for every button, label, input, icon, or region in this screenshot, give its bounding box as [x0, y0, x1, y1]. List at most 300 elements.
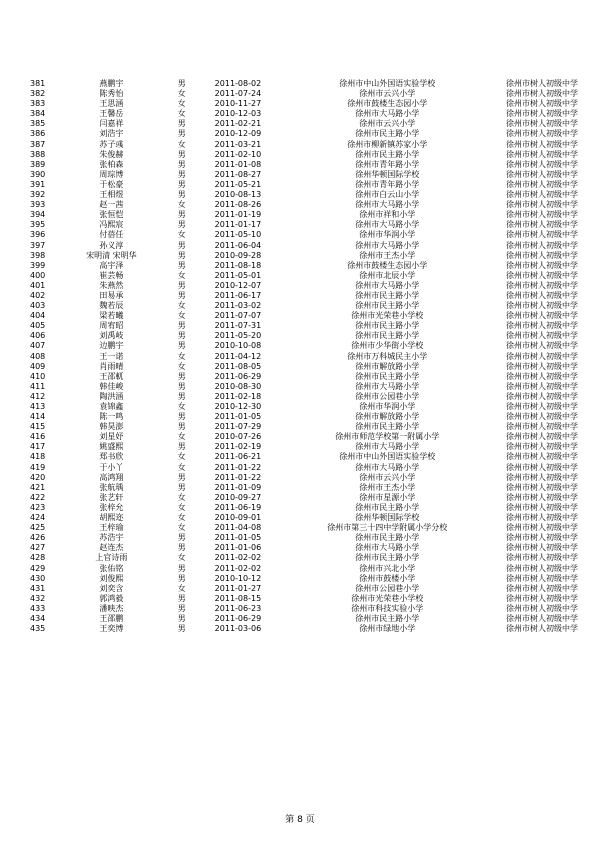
row-number-cell: 403 [30, 301, 46, 311]
assigned-middle-school-cell: 徐州市树人初级中学 [506, 523, 578, 533]
assigned-middle-school-cell: 徐州市树人初级中学 [506, 129, 578, 139]
gender-cell: 男 [177, 613, 186, 623]
table-row [0, 129, 600, 139]
row-number-cell: 392 [30, 190, 46, 200]
primary-school-cell: 徐州市王杰小学 [359, 482, 416, 492]
gender-cell: 男 [177, 472, 186, 482]
gender-cell: 男 [177, 280, 186, 290]
student-name-cell: 张柏森 [99, 159, 124, 169]
row-number-cell: 435 [30, 624, 46, 634]
row-number-cell: 416 [30, 432, 46, 442]
primary-school-cell: 徐州市民主路小学 [355, 331, 420, 341]
row-number-cell: 391 [30, 179, 46, 189]
birth-date-cell: 2011-08-26 [214, 200, 262, 210]
assigned-middle-school-cell: 徐州市树人初级中学 [506, 311, 578, 321]
row-number-cell: 425 [30, 523, 46, 533]
primary-school-cell: 徐州市解放路小学 [355, 361, 420, 371]
table-row [0, 523, 600, 533]
primary-school-cell: 徐州市鼓楼小学 [359, 573, 416, 583]
gender-cell: 男 [177, 190, 186, 200]
gender-cell: 男 [177, 381, 186, 391]
primary-school-cell: 徐州市大马路小学 [355, 381, 420, 391]
table-row [0, 160, 600, 170]
table-row [0, 210, 600, 220]
row-number-cell: 384 [30, 109, 46, 119]
gender-cell: 女 [177, 462, 186, 472]
birth-date-cell: 2010-12-09 [214, 129, 262, 139]
row-number-cell: 426 [30, 533, 46, 543]
primary-school-cell: 徐州市公园巷小学 [355, 391, 420, 401]
primary-school-cell: 徐州市大马路小学 [355, 200, 420, 210]
table-row [0, 261, 600, 271]
table-row [0, 594, 600, 604]
table-row [0, 89, 600, 99]
assigned-middle-school-cell: 徐州市树人初级中学 [506, 361, 578, 371]
birth-date-cell: 2010-11-27 [214, 99, 262, 109]
gender-cell: 男 [177, 179, 186, 189]
assigned-middle-school-cell: 徐州市树人初级中学 [506, 583, 578, 593]
table-row [0, 220, 600, 230]
primary-school-cell: 徐州市鼓楼生态园小学 [347, 99, 428, 109]
row-number-cell: 400 [30, 270, 46, 280]
assigned-middle-school-cell: 徐州市树人初级中学 [506, 220, 578, 230]
page-footer [0, 812, 600, 825]
student-name-cell: 于小丫 [99, 462, 124, 472]
primary-school-cell: 徐州市华润小学 [359, 402, 416, 411]
birth-date-cell: 2011-02-02 [214, 553, 262, 563]
table-row [0, 190, 600, 200]
row-number-cell: 404 [30, 311, 46, 321]
assigned-middle-school-cell: 徐州市树人初级中学 [506, 159, 578, 169]
gender-cell: 女 [177, 109, 186, 119]
primary-school-cell: 徐州市大马路小学 [355, 543, 420, 553]
primary-school-cell: 徐州市万科城民主小学 [347, 351, 428, 361]
birth-date-cell: 2011-08-15 [214, 593, 262, 603]
birth-date-cell: 2010-12-30 [214, 402, 262, 411]
row-number-cell: 427 [30, 543, 46, 553]
birth-date-cell: 2011-06-21 [214, 452, 262, 462]
table-row [0, 564, 600, 574]
table-row [0, 291, 600, 301]
student-name-cell: 韩佳峻 [99, 381, 124, 391]
student-name-cell: 张佑铭 [99, 563, 124, 573]
row-number-cell: 424 [30, 513, 46, 523]
primary-school-cell: 徐州市第三十四中学附属小学分校 [327, 523, 448, 533]
birth-date-cell: 2011-08-18 [214, 260, 262, 270]
assigned-middle-school-cell: 徐州市树人初级中学 [506, 260, 578, 270]
student-name-cell: 张航瑀 [99, 482, 124, 492]
primary-school-cell: 徐州市北辰小学 [359, 270, 416, 280]
birth-date-cell: 2011-02-18 [214, 391, 262, 401]
student-name-cell: 赵连杰 [99, 543, 124, 553]
primary-school-cell: 徐州市中山外国语实验学校 [339, 452, 436, 462]
row-number-cell: 414 [30, 412, 46, 422]
gender-cell: 男 [177, 624, 186, 634]
row-number-cell: 415 [30, 422, 46, 432]
gender-cell: 女 [177, 200, 186, 210]
student-name-cell: 高宇泽 [99, 260, 124, 270]
table-row [0, 331, 600, 341]
primary-school-cell: 徐州市中山外国语实验学校 [339, 79, 436, 88]
row-number-cell: 410 [30, 371, 46, 381]
birth-date-cell: 2010-08-30 [214, 381, 262, 391]
gender-cell: 女 [177, 492, 186, 502]
table-row [0, 352, 600, 362]
assigned-middle-school-cell: 徐州市树人初级中学 [506, 502, 578, 512]
gender-cell: 女 [177, 553, 186, 563]
assigned-middle-school-cell: 徐州市树人初级中学 [506, 341, 578, 351]
gender-cell: 女 [177, 311, 186, 321]
assigned-middle-school-cell: 徐州市树人初级中学 [506, 624, 578, 634]
birth-date-cell: 2011-01-05 [214, 412, 262, 422]
assigned-middle-school-cell: 徐州市树人初级中学 [506, 169, 578, 179]
table-row [0, 311, 600, 321]
student-name-cell: 付蓓任 [99, 230, 124, 240]
birth-date-cell: 2010-09-27 [214, 492, 262, 502]
birth-date-cell: 2011-01-09 [214, 482, 262, 492]
student-name-cell: 张梓允 [99, 502, 124, 512]
student-name-cell: 苏浩宇 [99, 533, 124, 543]
primary-school-cell: 徐州市青年路小学 [355, 179, 420, 189]
gender-cell: 女 [177, 99, 186, 109]
student-name-cell: 刘奕含 [99, 583, 124, 593]
assigned-middle-school-cell: 徐州市树人初级中学 [506, 280, 578, 290]
row-number-cell: 421 [30, 482, 46, 492]
gender-cell: 女 [177, 230, 186, 240]
student-name-cell: 刘禹岐 [99, 331, 124, 341]
student-name-cell: 闫嘉祥 [99, 119, 124, 129]
table-row [0, 604, 600, 614]
gender-cell: 男 [177, 240, 186, 250]
primary-school-cell: 徐州市云兴小学 [359, 119, 416, 129]
student-name-cell: 肖雨晴 [99, 361, 124, 371]
student-name-cell: 高鸿翔 [99, 472, 124, 482]
birth-date-cell: 2011-05-20 [214, 331, 262, 341]
student-name-cell: 上官诗雨 [95, 553, 128, 563]
table-row [0, 412, 600, 422]
gender-cell: 男 [177, 422, 186, 432]
row-number-cell: 399 [30, 260, 46, 270]
gender-cell: 女 [177, 452, 186, 462]
row-number-cell: 381 [30, 79, 46, 88]
page-number: 第 8 页 [285, 815, 315, 825]
birth-date-cell: 2011-05-01 [214, 270, 262, 280]
student-name-cell: 魏若辰 [99, 301, 124, 311]
gender-cell: 男 [177, 129, 186, 139]
gender-cell: 女 [177, 432, 186, 442]
table-row [0, 533, 600, 543]
table-row [0, 402, 600, 412]
table-row [0, 241, 600, 251]
table-row [0, 362, 600, 372]
primary-school-cell: 徐州市民主路小学 [355, 301, 420, 311]
table-row [0, 170, 600, 180]
gender-cell: 女 [177, 513, 186, 523]
primary-school-cell: 徐州市柳新镇苏家小学 [347, 139, 428, 149]
primary-school-cell: 徐州市光荣巷小学校 [351, 311, 424, 321]
row-number-cell: 383 [30, 99, 46, 109]
birth-date-cell: 2011-01-05 [214, 533, 262, 543]
primary-school-cell: 徐州市大马路小学 [355, 240, 420, 250]
primary-school-cell: 徐州市民主路小学 [355, 129, 420, 139]
gender-cell: 男 [177, 341, 186, 351]
row-number-cell: 420 [30, 472, 46, 482]
gender-cell: 男 [177, 391, 186, 401]
assigned-middle-school-cell: 徐州市树人初级中学 [506, 412, 578, 422]
row-number-cell: 388 [30, 149, 46, 159]
table-row [0, 99, 600, 109]
assigned-middle-school-cell: 徐州市树人初级中学 [506, 200, 578, 210]
row-number-cell: 396 [30, 230, 46, 240]
student-name-cell: 陈秀怡 [99, 89, 124, 99]
assigned-middle-school-cell: 徐州市树人初级中学 [506, 79, 578, 88]
student-name-cell: 姚盛熙 [99, 442, 124, 452]
primary-school-cell: 徐州市民主路小学 [355, 290, 420, 300]
table-row [0, 251, 600, 261]
gender-cell: 女 [177, 361, 186, 371]
birth-date-cell: 2011-04-08 [214, 523, 262, 533]
birth-date-cell: 2010-09-28 [214, 250, 262, 260]
birth-date-cell: 2011-03-06 [214, 624, 262, 634]
birth-date-cell: 2011-08-27 [214, 169, 262, 179]
birth-date-cell: 2011-01-22 [214, 462, 262, 472]
assigned-middle-school-cell: 徐州市树人初级中学 [506, 452, 578, 462]
assigned-middle-school-cell: 徐州市树人初级中学 [506, 432, 578, 442]
row-number-cell: 428 [30, 553, 46, 563]
row-number-cell: 402 [30, 290, 46, 300]
row-number-cell: 429 [30, 563, 46, 573]
row-number-cell: 382 [30, 89, 46, 99]
table-row [0, 614, 600, 624]
assigned-middle-school-cell: 徐州市树人初级中学 [506, 613, 578, 623]
table-row [0, 503, 600, 513]
gender-cell: 女 [177, 523, 186, 533]
student-name-cell: 潘映杰 [99, 603, 124, 613]
gender-cell: 女 [177, 351, 186, 361]
primary-school-cell: 徐州市云兴小学 [359, 89, 416, 99]
student-name-cell: 王相煜 [99, 190, 124, 200]
assigned-middle-school-cell: 徐州市树人初级中学 [506, 593, 578, 603]
primary-school-cell: 徐州市大马路小学 [355, 220, 420, 230]
birth-date-cell: 2011-02-10 [214, 149, 262, 159]
table-row [0, 483, 600, 493]
gender-cell: 男 [177, 149, 186, 159]
row-number-cell: 401 [30, 280, 46, 290]
primary-school-cell: 徐州市公园巷小学 [355, 583, 420, 593]
primary-school-cell: 徐州市王杰小学 [359, 250, 416, 260]
birth-date-cell: 2010-10-08 [214, 341, 262, 351]
assigned-middle-school-cell: 徐州市树人初级中学 [506, 422, 578, 432]
birth-date-cell: 2011-01-06 [214, 543, 262, 553]
primary-school-cell: 徐州华顿国际学校 [355, 169, 420, 179]
assigned-middle-school-cell: 徐州市树人初级中学 [506, 230, 578, 240]
birth-date-cell: 2010-10-12 [214, 573, 262, 583]
table-row [0, 452, 600, 462]
row-number-cell: 385 [30, 119, 46, 129]
assigned-middle-school-cell: 徐州市树人初级中学 [506, 179, 578, 189]
student-name-cell: 刘星妤 [99, 432, 124, 442]
gender-cell: 女 [177, 402, 186, 411]
table-row [0, 150, 600, 160]
row-number-cell: 390 [30, 169, 46, 179]
gender-cell: 男 [177, 371, 186, 381]
gender-cell: 男 [177, 169, 186, 179]
birth-date-cell: 2011-04-12 [214, 351, 262, 361]
row-number-cell: 405 [30, 321, 46, 331]
student-name-cell: 郑书欣 [99, 452, 124, 462]
row-number-cell: 422 [30, 492, 46, 502]
gender-cell: 男 [177, 412, 186, 422]
birth-date-cell: 2011-06-23 [214, 603, 262, 613]
assigned-middle-school-cell: 徐州市树人初级中学 [506, 301, 578, 311]
table-row [0, 372, 600, 382]
row-number-cell: 413 [30, 402, 46, 411]
assigned-middle-school-cell: 徐州市树人初级中学 [506, 462, 578, 472]
assigned-middle-school-cell: 徐州市树人初级中学 [506, 139, 578, 149]
assigned-middle-school-cell: 徐州市树人初级中学 [506, 290, 578, 300]
assigned-middle-school-cell: 徐州市树人初级中学 [506, 240, 578, 250]
row-number-cell: 398 [30, 250, 46, 260]
student-name-cell: 韩昊澎 [99, 422, 124, 432]
assigned-middle-school-cell: 徐州市树人初级中学 [506, 492, 578, 502]
assigned-middle-school-cell: 徐州市树人初级中学 [506, 119, 578, 129]
birth-date-cell: 2011-06-19 [214, 502, 262, 512]
primary-school-cell: 徐州市民主路小学 [355, 613, 420, 623]
birth-date-cell: 2011-07-24 [214, 89, 262, 99]
student-name-cell: 朱燕然 [99, 280, 124, 290]
primary-school-cell: 徐州市兴北小学 [359, 563, 416, 573]
student-name-cell: 胡熙迩 [99, 513, 124, 523]
assigned-middle-school-cell: 徐州市树人初级中学 [506, 321, 578, 331]
row-number-cell: 387 [30, 139, 46, 149]
assigned-middle-school-cell: 徐州市树人初级中学 [506, 573, 578, 583]
gender-cell: 女 [177, 583, 186, 593]
student-name-cell: 于松豪 [99, 179, 124, 189]
assigned-middle-school-cell: 徐州市树人初级中学 [506, 109, 578, 119]
birth-date-cell: 2010-12-07 [214, 280, 262, 290]
primary-school-cell: 徐州市白云山小学 [355, 190, 420, 200]
gender-cell: 男 [177, 603, 186, 613]
student-name-cell: 宋明清 宋明华 [86, 250, 137, 260]
birth-date-cell: 2011-02-19 [214, 442, 262, 452]
primary-school-cell: 徐州市民主路小学 [355, 321, 420, 331]
primary-school-cell: 徐州市民主路小学 [355, 553, 420, 563]
assigned-middle-school-cell: 徐州市树人初级中学 [506, 99, 578, 109]
assigned-middle-school-cell: 徐州市树人初级中学 [506, 190, 578, 200]
primary-school-cell: 徐州市大马路小学 [355, 462, 420, 472]
row-number-cell: 418 [30, 452, 46, 462]
row-number-cell: 417 [30, 442, 46, 452]
table-row [0, 442, 600, 452]
primary-school-cell: 徐州市民主路小学 [355, 371, 420, 381]
gender-cell: 男 [177, 79, 186, 88]
row-number-cell: 432 [30, 593, 46, 603]
row-number-cell: 411 [30, 381, 46, 391]
birth-date-cell: 2011-07-29 [214, 422, 262, 432]
gender-cell: 男 [177, 210, 186, 220]
birth-date-cell: 2011-06-04 [214, 240, 262, 250]
table-row [0, 301, 600, 311]
primary-school-cell: 徐州市星源小学 [359, 492, 416, 502]
assigned-middle-school-cell: 徐州市树人初级中学 [506, 603, 578, 613]
row-number-cell: 433 [30, 603, 46, 613]
row-number-cell: 431 [30, 583, 46, 593]
student-name-cell: 朱俊赫 [99, 149, 124, 159]
student-name-cell: 燕鹏宇 [99, 79, 124, 88]
assigned-middle-school-cell: 徐州市树人初级中学 [506, 250, 578, 260]
roster-body [0, 79, 600, 634]
birth-date-cell: 2010-12-03 [214, 109, 262, 119]
table-row [0, 574, 600, 584]
student-name-cell: 王思涵 [99, 99, 124, 109]
row-number-cell: 407 [30, 341, 46, 351]
assigned-middle-school-cell: 徐州市树人初级中学 [506, 472, 578, 482]
birth-date-cell: 2011-03-02 [214, 301, 262, 311]
gender-cell: 男 [177, 573, 186, 583]
assigned-middle-school-cell: 徐州市树人初级中学 [506, 402, 578, 411]
row-number-cell: 412 [30, 391, 46, 401]
table-row [0, 392, 600, 402]
assigned-middle-school-cell: 徐州市树人初级中学 [506, 381, 578, 391]
table-row [0, 513, 600, 523]
gender-cell: 男 [177, 250, 186, 260]
primary-school-cell: 徐州市大马路小学 [355, 280, 420, 290]
primary-school-cell: 徐州市解放路小学 [355, 412, 420, 422]
assigned-middle-school-cell: 徐州市树人初级中学 [506, 331, 578, 341]
gender-cell: 男 [177, 593, 186, 603]
primary-school-cell: 徐州市华润小学 [359, 230, 416, 240]
primary-school-cell: 徐州市云兴小学 [359, 472, 416, 482]
row-number-cell: 419 [30, 462, 46, 472]
table-row [0, 584, 600, 594]
table-row [0, 624, 600, 634]
assigned-middle-school-cell: 徐州市树人初级中学 [506, 391, 578, 401]
primary-school-cell: 徐州市师范学校第一附属小学 [335, 432, 440, 442]
birth-date-cell: 2011-06-29 [214, 371, 262, 381]
birth-date-cell: 2011-06-29 [214, 613, 262, 623]
primary-school-cell: 徐州市大马路小学 [355, 109, 420, 119]
birth-date-cell: 2011-08-02 [214, 79, 262, 88]
gender-cell: 男 [177, 533, 186, 543]
primary-school-cell: 徐州市光荣巷小学校 [351, 593, 424, 603]
table-row [0, 140, 600, 150]
primary-school-cell: 徐州市民主路小学 [355, 422, 420, 432]
primary-school-cell: 徐州市祥和小学 [359, 210, 416, 220]
birth-date-cell: 2011-05-10 [214, 230, 262, 240]
assigned-middle-school-cell: 徐州市树人初级中学 [506, 351, 578, 361]
assigned-middle-school-cell: 徐州市树人初级中学 [506, 553, 578, 563]
roster-sheet [0, 79, 600, 634]
student-name-cell: 梁若曦 [99, 311, 124, 321]
table-row [0, 432, 600, 442]
row-number-cell: 386 [30, 129, 46, 139]
table-row [0, 382, 600, 392]
row-number-cell: 395 [30, 220, 46, 230]
row-number-cell: 423 [30, 502, 46, 512]
primary-school-cell: 徐州市民主路小学 [355, 502, 420, 512]
row-number-cell: 409 [30, 361, 46, 371]
birth-date-cell: 2011-08-05 [214, 361, 262, 371]
gender-cell: 男 [177, 260, 186, 270]
assigned-middle-school-cell: 徐州市树人初级中学 [506, 533, 578, 543]
gender-cell: 男 [177, 563, 186, 573]
gender-cell: 男 [177, 119, 186, 129]
row-number-cell: 406 [30, 331, 46, 341]
gender-cell: 女 [177, 89, 186, 99]
birth-date-cell: 2011-02-02 [214, 563, 262, 573]
row-number-cell: 389 [30, 159, 46, 169]
student-name-cell: 王邵鹏 [99, 613, 124, 623]
